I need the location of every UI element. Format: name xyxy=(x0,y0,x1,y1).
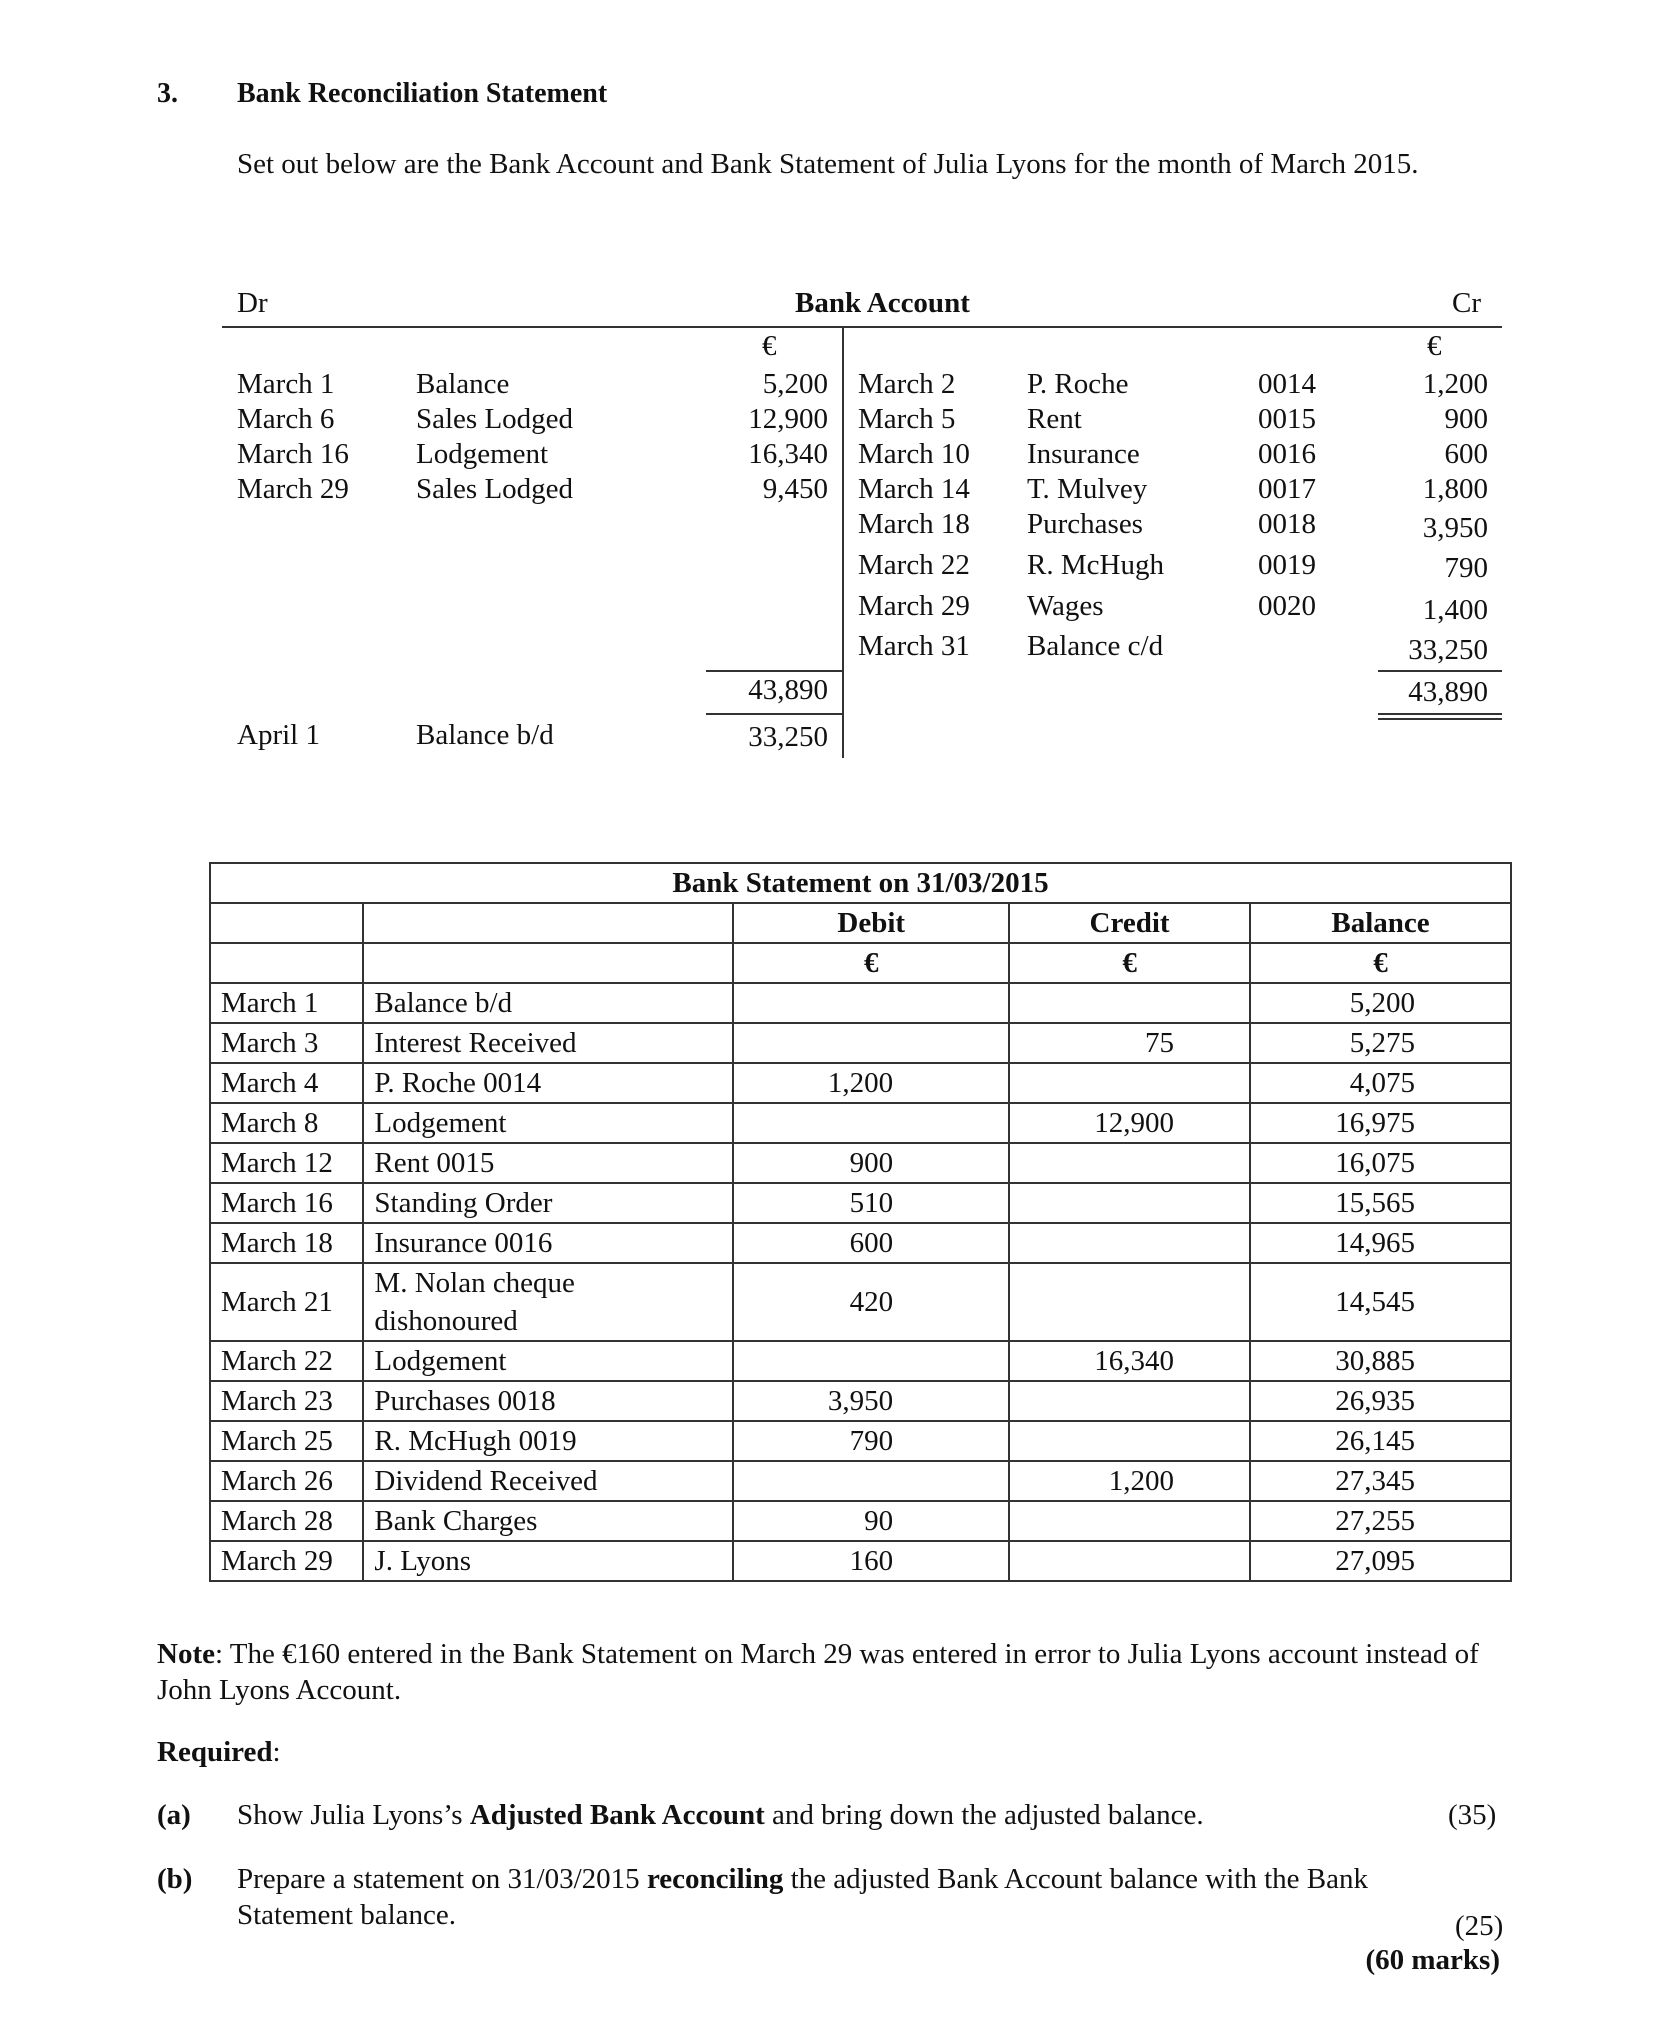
row-date: March 21 xyxy=(210,1263,363,1341)
header-empty xyxy=(210,903,363,943)
dr-label: Dr xyxy=(237,287,268,319)
part-a-pre: Show Julia Lyons’s xyxy=(237,1799,470,1831)
table-row xyxy=(210,1263,1511,1341)
row-date: March 29 xyxy=(210,1541,363,1581)
bank-statement-table xyxy=(209,862,1512,1582)
debit-amount: 16,340 xyxy=(748,438,828,470)
credit-total-rule-bottom-1 xyxy=(1378,713,1502,715)
table-row xyxy=(210,1143,1511,1183)
note-text: : The €160 entered in the Bank Statement on March 29 was entered in error to Julia Lyons account instead of John Lyons Account. xyxy=(157,1638,1479,1706)
row-date: March 3 xyxy=(210,1023,363,1063)
row-description: Balance b/d xyxy=(363,983,733,1023)
row-debit: 900 xyxy=(733,1143,1009,1183)
row-description: P. Roche 0014 xyxy=(363,1063,733,1103)
total-marks: (60 marks) xyxy=(1365,1944,1500,1976)
table-row xyxy=(210,1501,1511,1541)
header-credit: Credit xyxy=(1009,903,1250,943)
row-credit xyxy=(1009,1501,1250,1541)
question-number: 3. xyxy=(157,78,178,109)
row-description: Insurance 0016 xyxy=(363,1223,733,1263)
table-row xyxy=(210,1063,1511,1103)
row-debit: 90 xyxy=(733,1501,1009,1541)
row-credit xyxy=(1009,983,1250,1023)
row-credit xyxy=(1009,1381,1250,1421)
row-description: R. McHugh 0019 xyxy=(363,1421,733,1461)
debit-currency: € xyxy=(762,330,777,362)
credit-desc: Rent xyxy=(1027,403,1082,435)
credit-desc: Balance c/d xyxy=(1027,630,1164,662)
table-header-row xyxy=(210,903,1511,943)
row-balance: 27,255 xyxy=(1250,1501,1511,1541)
part-b-post: the adjusted Bank Account balance with the Bank Statement balance. xyxy=(237,1863,1369,1931)
table-row xyxy=(210,1541,1511,1581)
required-heading xyxy=(157,1736,281,1769)
row-balance: 15,565 xyxy=(1250,1183,1511,1223)
row-balance: 14,545 xyxy=(1250,1263,1511,1341)
row-credit xyxy=(1009,1223,1250,1263)
part-a-marks: (35) xyxy=(1448,1799,1497,1831)
table-currency-row xyxy=(210,943,1511,983)
credit-desc: Purchases xyxy=(1027,508,1143,540)
row-description: Purchases 0018 xyxy=(363,1381,733,1421)
row-credit xyxy=(1009,1143,1250,1183)
row-debit xyxy=(733,1103,1009,1143)
credit-amount: 1,400 xyxy=(1422,594,1488,626)
debit-amount: 9,450 xyxy=(762,473,828,505)
row-description: M. Nolan cheque dishonoured xyxy=(363,1263,733,1341)
row-credit: 75 xyxy=(1009,1023,1250,1063)
row-debit: 790 xyxy=(733,1421,1009,1461)
debit-currency: € xyxy=(733,943,1009,983)
statement-rows xyxy=(210,983,1511,1581)
debit-amount: 5,200 xyxy=(762,368,828,400)
table-row xyxy=(210,1183,1511,1223)
credit-date: March 29 xyxy=(858,590,970,622)
credit-date: March 31 xyxy=(858,630,970,662)
table-row xyxy=(210,1381,1511,1421)
credit-date: March 18 xyxy=(858,508,970,540)
bank-statement-title: Bank Statement on 31/03/2015 xyxy=(210,863,1511,903)
row-date: March 16 xyxy=(210,1183,363,1223)
credit-amount: 1,800 xyxy=(1422,473,1488,505)
row-date: March 4 xyxy=(210,1063,363,1103)
row-credit xyxy=(1009,1263,1250,1341)
bd-date: April 1 xyxy=(237,719,320,751)
debit-desc: Sales Lodged xyxy=(416,403,574,435)
table-title-row xyxy=(210,863,1511,903)
credit-ref: 0014 xyxy=(1258,368,1316,400)
credit-date: March 22 xyxy=(858,549,970,581)
credit-amount: 1,200 xyxy=(1422,368,1488,400)
row-credit xyxy=(1009,1183,1250,1223)
credit-desc: P. Roche xyxy=(1027,368,1129,400)
table-row xyxy=(210,1461,1511,1501)
credit-ref: 0015 xyxy=(1258,403,1316,435)
credit-amount: 33,250 xyxy=(1408,634,1488,666)
debit-amount: 12,900 xyxy=(748,403,828,435)
credit-amount: 790 xyxy=(1444,552,1488,584)
row-description: Standing Order xyxy=(363,1183,733,1223)
row-debit xyxy=(733,1341,1009,1381)
bd-amount: 33,250 xyxy=(748,721,828,753)
credit-total: 43,890 xyxy=(1408,676,1488,708)
credit-desc: Insurance xyxy=(1027,438,1140,470)
debit-date: March 29 xyxy=(237,473,349,505)
table-row xyxy=(210,1421,1511,1461)
row-debit: 600 xyxy=(733,1223,1009,1263)
credit-ref: 0019 xyxy=(1258,549,1316,581)
debit-date: March 6 xyxy=(237,403,335,435)
row-balance: 16,975 xyxy=(1250,1103,1511,1143)
credit-currency: € xyxy=(1427,330,1442,362)
credit-date: March 2 xyxy=(858,368,956,400)
credit-ref: 0018 xyxy=(1258,508,1316,540)
part-a-text xyxy=(237,1797,1287,1833)
debit-total: 43,890 xyxy=(748,674,828,706)
debit-date: March 16 xyxy=(237,438,349,470)
row-date: March 22 xyxy=(210,1341,363,1381)
credit-total-rule-top xyxy=(1378,670,1502,672)
question-intro: Set out below are the Bank Account and Bank Statement of Julia Lyons for the month of March 2015. xyxy=(237,148,1419,180)
credit-date: March 10 xyxy=(858,438,970,470)
header-empty xyxy=(363,903,733,943)
row-balance: 16,075 xyxy=(1250,1143,1511,1183)
row-date: March 12 xyxy=(210,1143,363,1183)
credit-desc: R. McHugh xyxy=(1027,549,1164,581)
row-date: March 8 xyxy=(210,1103,363,1143)
table-row xyxy=(210,1103,1511,1143)
currency-empty xyxy=(363,943,733,983)
credit-amount: 900 xyxy=(1444,403,1488,435)
row-balance: 5,200 xyxy=(1250,983,1511,1023)
row-date: March 26 xyxy=(210,1461,363,1501)
row-balance: 27,345 xyxy=(1250,1461,1511,1501)
row-balance: 27,095 xyxy=(1250,1541,1511,1581)
currency-empty xyxy=(210,943,363,983)
table-row xyxy=(210,1023,1511,1063)
header-balance: Balance xyxy=(1250,903,1511,943)
row-date: March 1 xyxy=(210,983,363,1023)
row-description: Dividend Received xyxy=(363,1461,733,1501)
debit-desc: Balance xyxy=(416,368,510,400)
question-title: Bank Reconciliation Statement xyxy=(237,78,608,109)
row-debit: 420 xyxy=(733,1263,1009,1341)
credit-ref: 0016 xyxy=(1258,438,1316,470)
debit-total-rule-top xyxy=(706,670,842,672)
row-debit xyxy=(733,983,1009,1023)
required-suffix: : xyxy=(272,1736,281,1768)
row-description: Lodgement xyxy=(363,1103,733,1143)
row-description: Bank Charges xyxy=(363,1501,733,1541)
row-debit xyxy=(733,1023,1009,1063)
credit-desc: T. Mulvey xyxy=(1027,473,1148,505)
row-date: March 23 xyxy=(210,1381,363,1421)
table-row xyxy=(210,1341,1511,1381)
row-credit: 12,900 xyxy=(1009,1103,1250,1143)
part-b-pre: Prepare a statement on 31/03/2015 xyxy=(237,1863,647,1895)
debit-desc: Sales Lodged xyxy=(416,473,574,505)
row-debit: 160 xyxy=(733,1541,1009,1581)
credit-total-rule-bottom-2 xyxy=(1378,718,1502,720)
row-balance: 4,075 xyxy=(1250,1063,1511,1103)
part-a-post: and bring down the adjusted balance. xyxy=(764,1799,1204,1831)
row-credit: 1,200 xyxy=(1009,1461,1250,1501)
credit-amount: 3,950 xyxy=(1422,512,1488,544)
row-credit: 16,340 xyxy=(1009,1341,1250,1381)
row-debit: 1,200 xyxy=(733,1063,1009,1103)
note-label: Note xyxy=(157,1638,215,1670)
note xyxy=(157,1636,1487,1708)
row-description: Interest Received xyxy=(363,1023,733,1063)
table-row xyxy=(210,1223,1511,1263)
row-date: March 25 xyxy=(210,1421,363,1461)
row-balance: 26,145 xyxy=(1250,1421,1511,1461)
t-account-center-rule xyxy=(842,326,844,758)
part-b-marks: (25) xyxy=(1455,1910,1504,1942)
row-date: March 18 xyxy=(210,1223,363,1263)
row-balance: 26,935 xyxy=(1250,1381,1511,1421)
row-description: Rent 0015 xyxy=(363,1143,733,1183)
row-debit: 3,950 xyxy=(733,1381,1009,1421)
credit-currency: € xyxy=(1009,943,1250,983)
credit-desc: Wages xyxy=(1027,590,1104,622)
row-balance: 30,885 xyxy=(1250,1341,1511,1381)
row-credit xyxy=(1009,1421,1250,1461)
credit-date: March 5 xyxy=(858,403,956,435)
debit-date: March 1 xyxy=(237,368,335,400)
table-row xyxy=(210,983,1511,1023)
credit-ref: 0017 xyxy=(1258,473,1316,505)
t-account-top-rule xyxy=(222,326,1502,328)
credit-amount: 600 xyxy=(1444,438,1488,470)
part-b-bold: reconciling xyxy=(646,1863,784,1895)
part-a-bold: Adjusted Bank Account xyxy=(469,1799,765,1831)
credit-date: March 14 xyxy=(858,473,970,505)
required-label: Required xyxy=(157,1736,273,1768)
credit-ref: 0020 xyxy=(1258,590,1316,622)
row-description: Lodgement xyxy=(363,1341,733,1381)
part-a-label: (a) xyxy=(157,1799,191,1831)
part-b-text xyxy=(237,1861,1467,1933)
row-balance: 14,965 xyxy=(1250,1223,1511,1263)
row-date: March 28 xyxy=(210,1501,363,1541)
cr-label: Cr xyxy=(1452,287,1481,319)
debit-desc: Lodgement xyxy=(416,438,549,470)
row-credit xyxy=(1009,1541,1250,1581)
bd-desc: Balance b/d xyxy=(416,719,554,751)
row-debit xyxy=(733,1461,1009,1501)
row-credit xyxy=(1009,1063,1250,1103)
row-balance: 5,275 xyxy=(1250,1023,1511,1063)
debit-total-rule-bottom xyxy=(706,713,842,715)
row-description: J. Lyons xyxy=(363,1541,733,1581)
header-debit: Debit xyxy=(733,903,1009,943)
row-debit: 510 xyxy=(733,1183,1009,1223)
part-b-label: (b) xyxy=(157,1863,193,1895)
balance-currency: € xyxy=(1250,943,1511,983)
bank-account-title: Bank Account xyxy=(795,287,970,319)
